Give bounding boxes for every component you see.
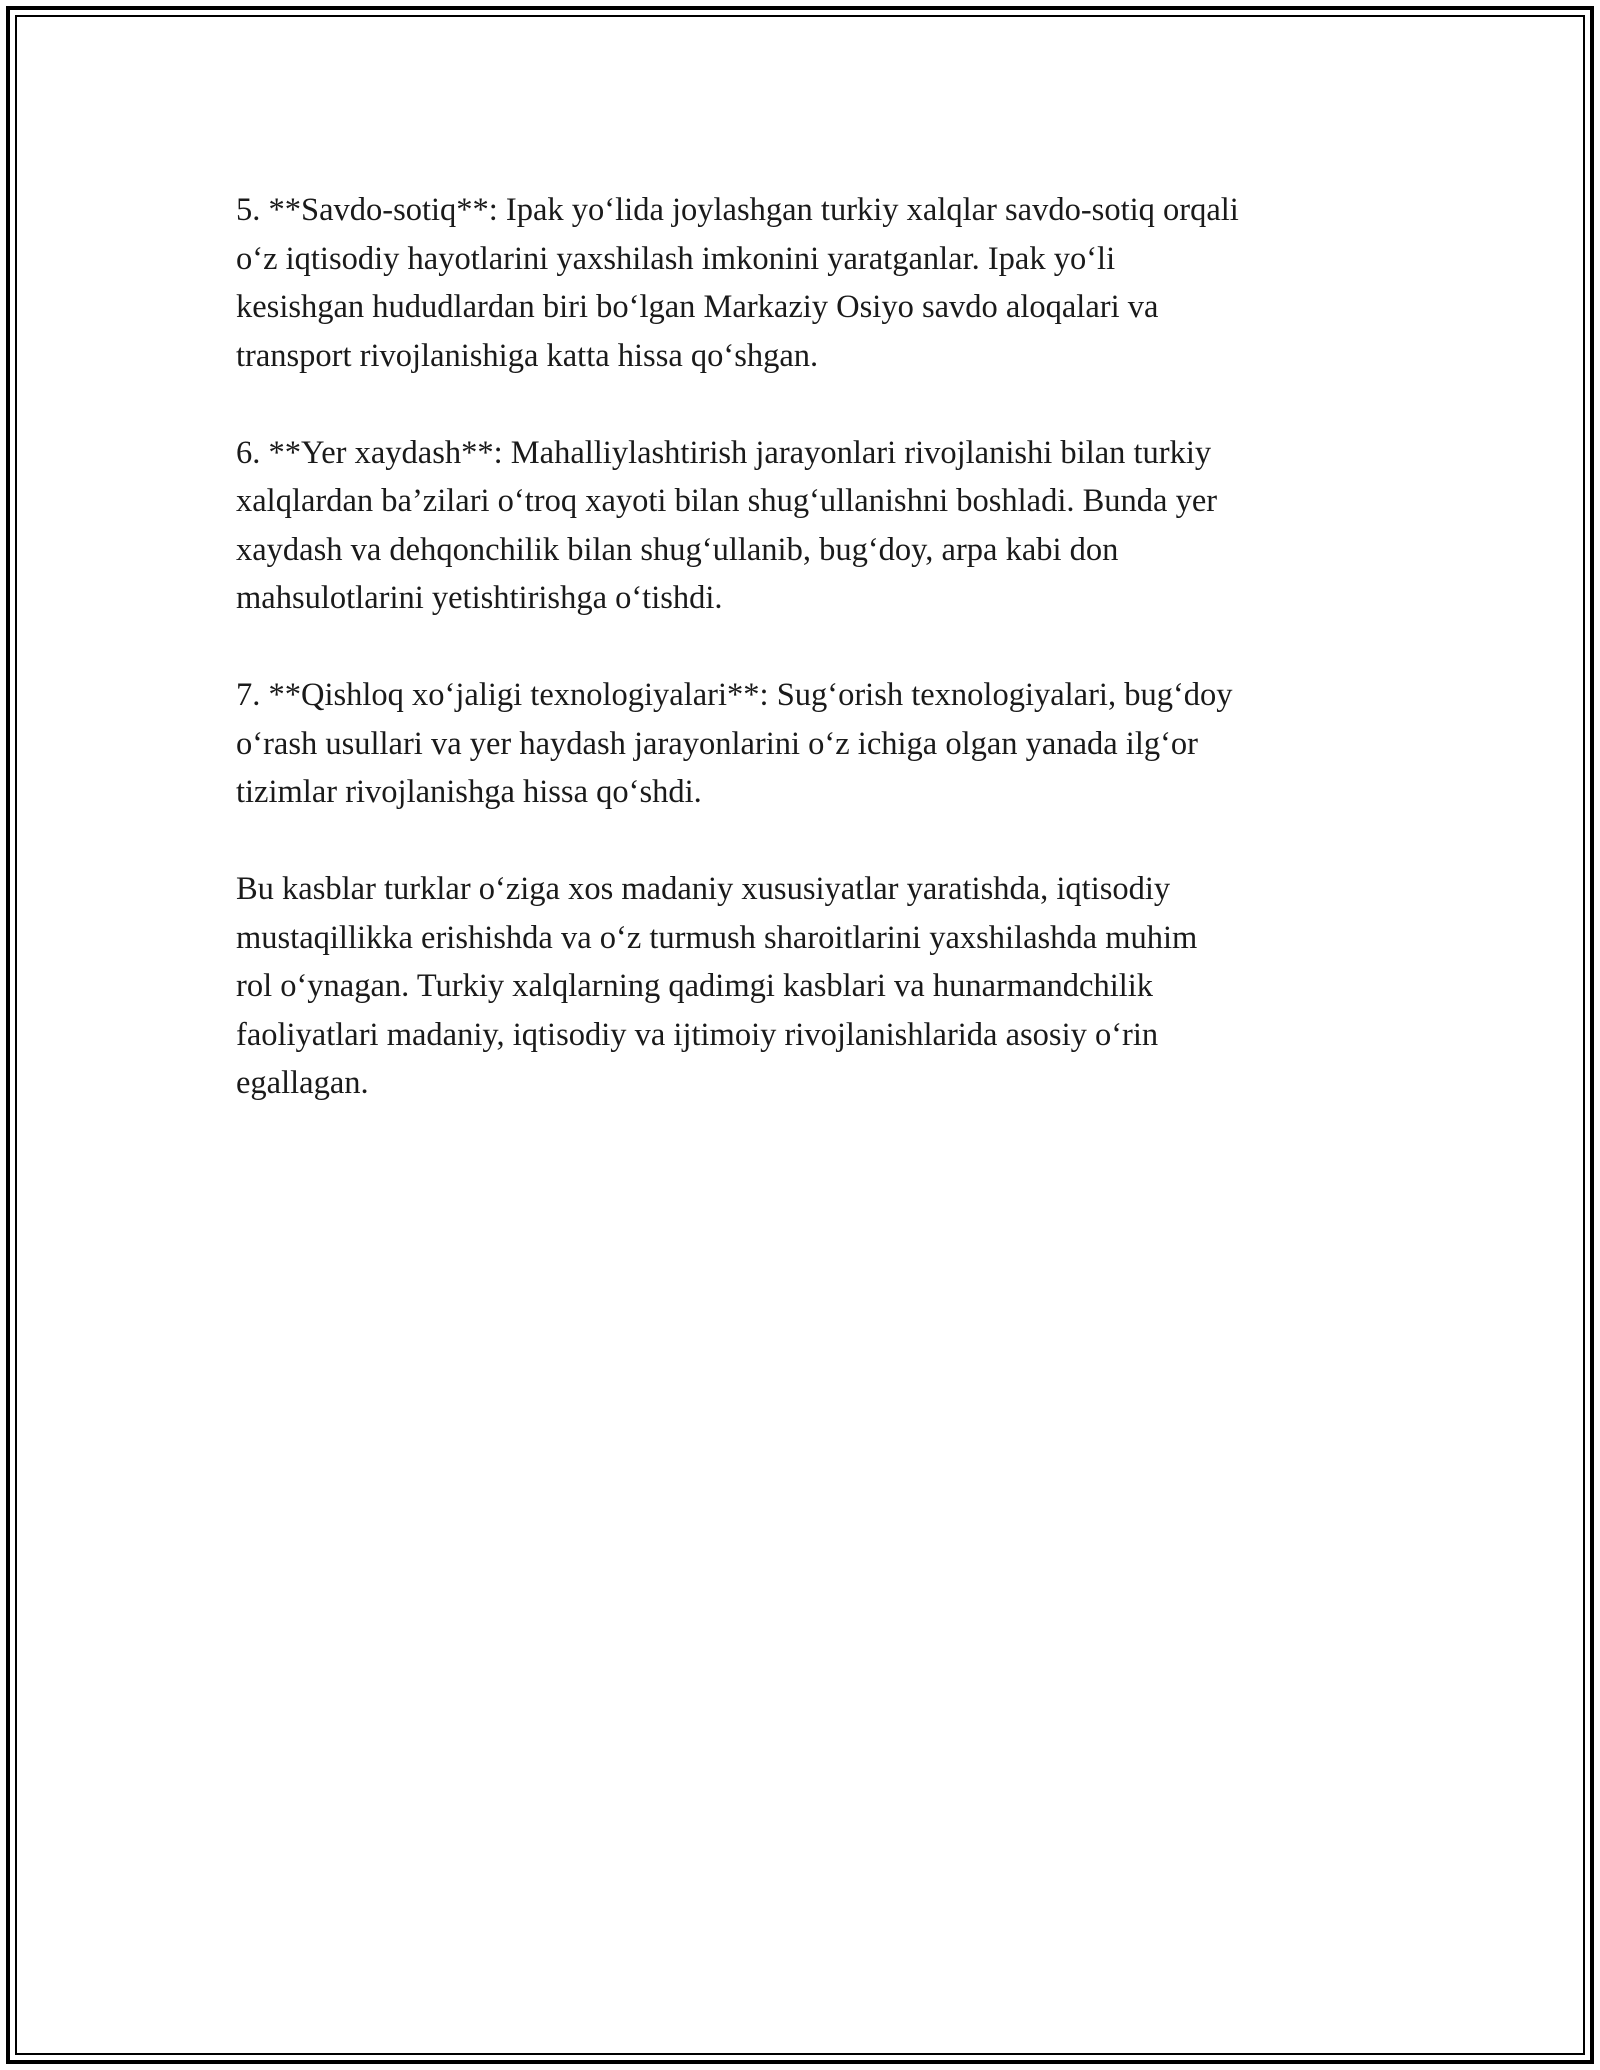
paragraph-savdo-sotiq: 5. **Savdo-sotiq**: Ipak yo‘lida joylashgan turkiy xalqlar savdo-sotiq orqali o‘z iqtisodiy hayotlarini yaxshilash imkonini yaratganlar. Ipak yo‘li kesishgan hududlardan biri bo‘lgan Markaziy Osiyo savdo aloqalari va transport rivojlanishiga katta hissa qo‘shgan. [236,192,1239,374]
document-body [236,186,1386,1156]
paragraph-conclusion: Bu kasblar turklar o‘ziga xos madaniy xususiyatlar yaratishda, iqtisodiy mustaqillikka erishishda va o‘z turmush sharoitlarini yaxshilashda muhim rol o‘ynagan. Turkiy xalqlarning qadimgi kasblari va hunarmandchilik faoliyatlari madaniy, iqtisodiy va ijtimoiy rivojlanishlarida asosiy o‘rin egallagan. [236,871,1198,1101]
paragraph-yer-xaydash: 6. **Yer xaydash**: Mahalliylashtirish jarayonlari rivojlanishi bilan turkiy xalqlardan ba’zilari o‘troq xayoti bilan shug‘ullanishni boshladi. Bunda yer xaydash va dehqonchilik bilan shug‘ullanib, bug‘doy, arpa kabi don mahsulotlarini yetishtirishga o‘tishdi. [236,434,1218,616]
paragraph-qishloq-xojaligi: 7. **Qishloq xo‘jaligi texnologiyalari**: Sug‘orish texnologiyalari, bug‘doy o‘rash usullari va yer haydash jarayonlarini o‘z ichiga olgan yanada ilg‘or tizimlar rivojlanishga hissa qo‘shdi. [236,677,1233,810]
